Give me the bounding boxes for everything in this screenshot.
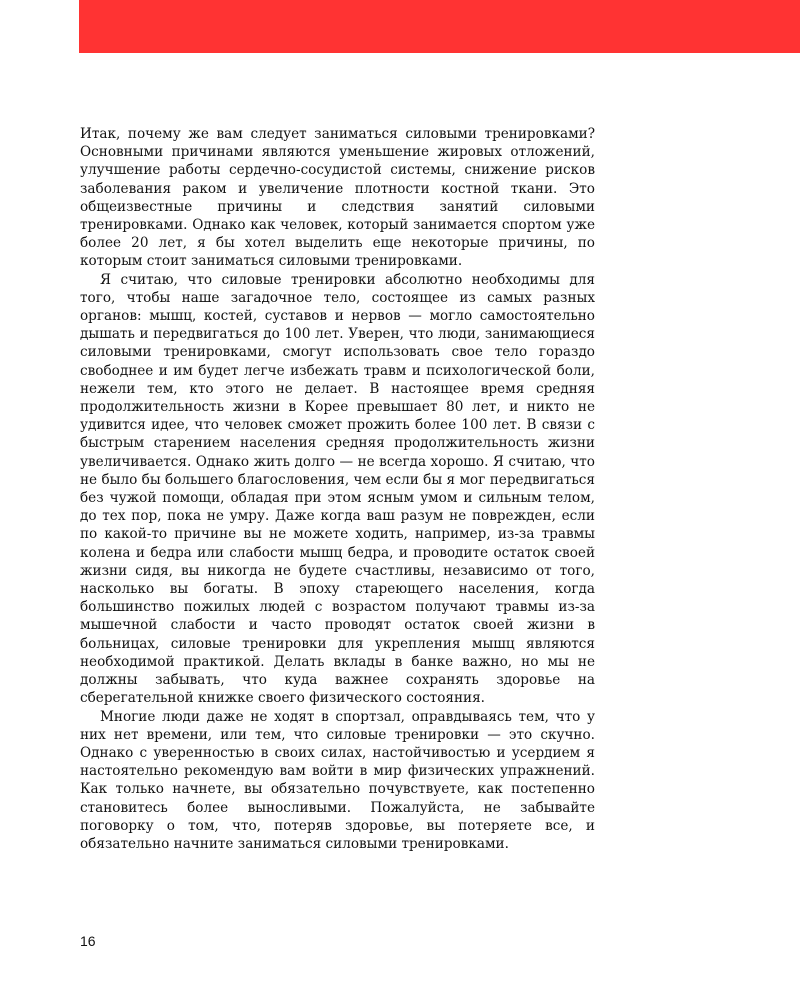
header-color-bar (79, 0, 800, 53)
paragraph-1: Итак, почему же вам следует заниматься силовыми тренировками? Основными причинами являются уменьшение жировых отложений, улучшение работы сердечно-сосудистой системы, снижение рисков заболевания раком и увеличение плотности костной ткани. Это общеизвестные причины и следствия занятий силовыми тренировками. Однако как человек, который занимается спортом уже более 20 лет, я бы хотел выделить еще некоторые причины, по которым стоит заниматься силовыми тренировками. (80, 126, 595, 270)
page-number: 16 (80, 933, 96, 949)
paragraph-3: Многие люди даже не ходят в спортзал, оправдываясь тем, что у них нет времени, или тем, что силовые тренировки — это скучно. Однако с уверенностью в своих силах, настойчивостью и усердием я настоятельно рекомендую вам войти в мир физических упражнений. Как только начнете, вы обязательно почувствуете, как постепенно становитесь более выносливыми. Пожалуйста, не забывайте поговорку о том, что, потеряв здоровье, вы потеряете все, и обязательно начните заниматься силовыми тренировками. (80, 708, 595, 852)
paragraph-2: Я считаю, что силовые тренировки абсолютно необходимы для того, чтобы наше загадочное тело, состоящее из самых разных органов: мышц, костей, суставов и нервов — могло самостоятельно дышать и передвигаться до 100 лет. Уверен, что люди, занимающиеся силовыми тренировками, смогут использовать свое тело гораздо свободнее и им будет легче избежать травм и психологической боли, нежели тем, кто этого не делает. В настоящее время средняя продолжительность жизни в Корее превышает 80 лет, и никто не удивится идее, что человек сможет прожить более 100 лет. В связи с быстрым старением населения средняя продолжительность жизни увеличивается. Однако жить долго — не всегда хорошо. Я считаю, что не было бы большего благословения, чем если бы я мог передвигаться без чужой помощи, обладая при этом ясным умом и сильным телом, до тех пор, пока не умру. Даже когда ваш разум не поврежден, если по какой-то причине вы не можете ходить, например, из-за травмы колена и бедра или слабости мышц бедра, и проводите остаток своей жизни сидя, вы никогда не будете счастливы, независимо от того, насколько вы богаты. В эпоху стареющего населения, когда большинство пожилых людей с возрастом получают травмы из-за мышечной слабости и часто проводят остаток своей жизни в больницах, силовые тренировки для укрепления мышц являются необходимой практикой. Делать вклады в банке важно, но мы не должны забывать, что куда важнее сохранять здоровье на сберегательной книжке своего физического состояния. (80, 271, 595, 707)
body-text (80, 125, 595, 853)
